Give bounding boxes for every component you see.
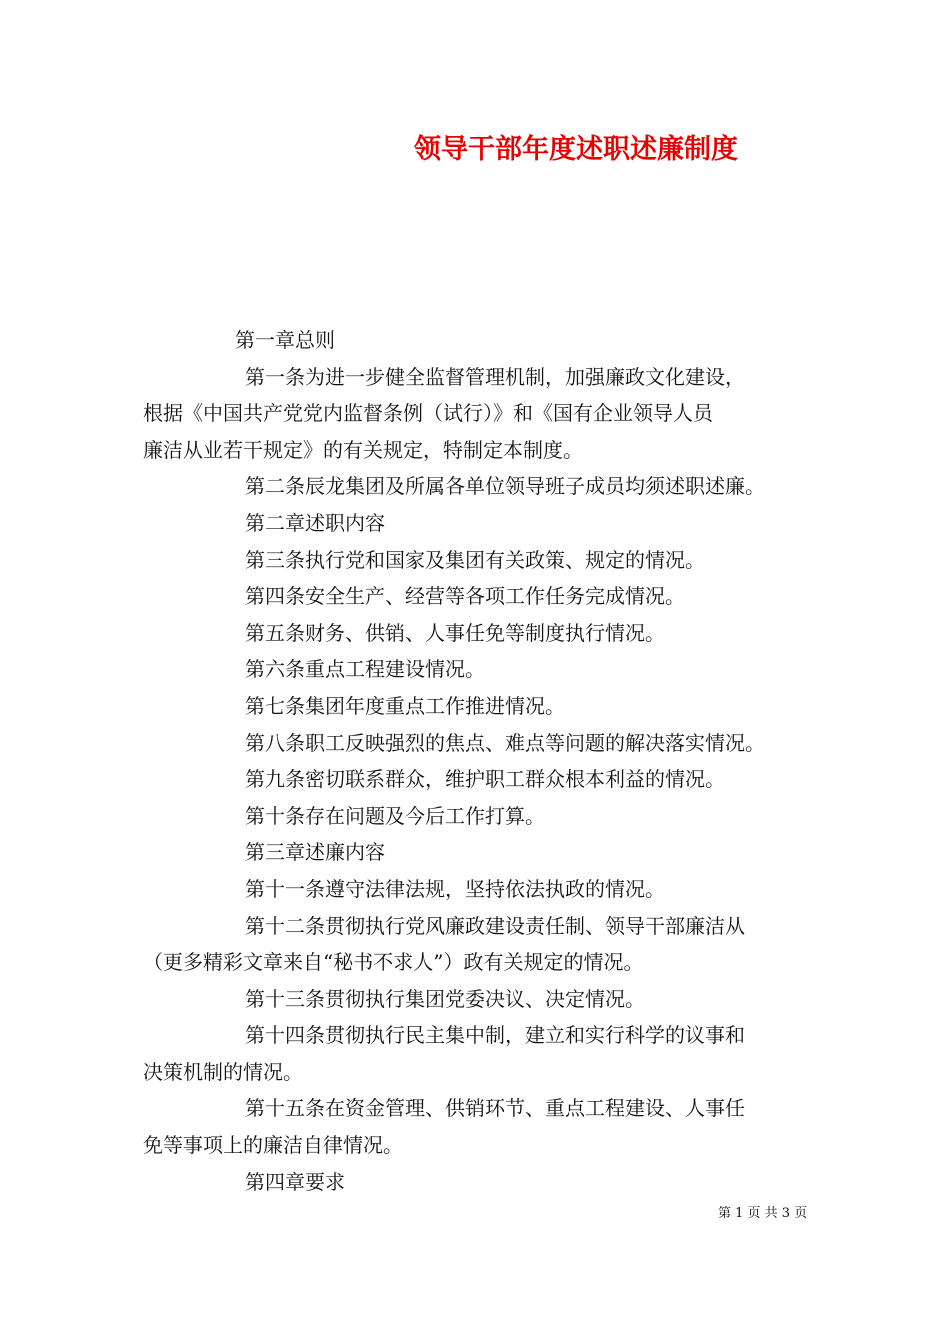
paragraph-line: 第七条集团年度重点工作推进情况。 — [245, 693, 565, 718]
paragraph-line: 第十三条贯彻执行集团党委决议、决定情况。 — [245, 986, 645, 1011]
paragraph-line: （更多精彩文章来自“秘书不求人”）政有关规定的情况。 — [143, 950, 644, 975]
paragraph-line: 第八条职工反映强烈的焦点、难点等问题的解决落实情况。 — [245, 730, 765, 755]
page-number: 第 1 页 共 3 页 — [718, 1206, 808, 1221]
paragraph-line: 第六条重点工程建设情况。 — [245, 657, 485, 682]
paragraph-line: 第五条财务、供销、人事任免等制度执行情况。 — [245, 620, 665, 645]
document-title: 领导干部年度述职述廉制度 — [414, 134, 738, 165]
chapter-heading: 第一章总则 — [235, 328, 335, 352]
paragraph-line: 根据《中国共产党党内监督条例（试行）》和《国有企业领导人员 — [143, 401, 713, 426]
chapter-heading: 第二章述职内容 — [245, 510, 385, 535]
chapter-heading: 第四章要求 — [245, 1169, 345, 1194]
chapter-heading: 第三章述廉内容 — [245, 840, 385, 865]
paragraph-line: 第二条辰龙集团及所属各单位领导班子成员均须述职述廉。 — [245, 474, 765, 499]
document-body — [143, 322, 823, 1200]
paragraph-line: 第十五条在资金管理、供销环节、重点工程建设、人事任 — [245, 1096, 745, 1121]
paragraph-line: 第十条存在问题及今后工作打算。 — [245, 803, 545, 828]
paragraph-line: 廉洁从业若干规定》的有关规定，特制定本制度。 — [143, 437, 583, 462]
paragraph-line: 第九条密切联系群众，维护职工群众根本利益的情况。 — [245, 767, 725, 792]
paragraph-line: 第十一条遵守法律法规，坚持依法执政的情况。 — [245, 876, 665, 901]
paragraph-line: 第十四条贯彻执行民主集中制，建立和实行科学的议事和 — [245, 1023, 745, 1048]
paragraph-line: 第一条为进一步健全监督管理机制，加强廉政文化建设， — [245, 364, 745, 389]
paragraph-line: 第十二条贯彻执行党风廉政建设责任制、领导干部廉洁从 — [245, 913, 745, 938]
paragraph-line: 决策机制的情况。 — [143, 1059, 303, 1084]
paragraph-line: 第四条安全生产、经营等各项工作任务完成情况。 — [245, 584, 685, 609]
paragraph-line: 免等事项上的廉洁自律情况。 — [143, 1133, 403, 1158]
paragraph-line: 第三条执行党和国家及集团有关政策、规定的情况。 — [245, 547, 705, 572]
